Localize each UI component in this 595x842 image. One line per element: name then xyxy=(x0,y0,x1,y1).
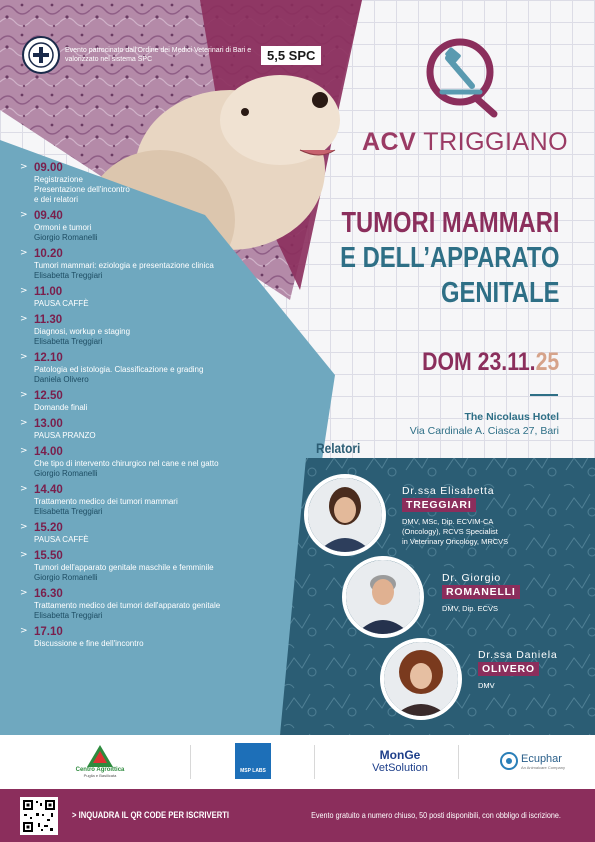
slot-time: 17.10 xyxy=(34,626,63,638)
arrow-icon: > xyxy=(20,162,28,172)
slot-desc: Trattamento medico dei tumori mammari xyxy=(34,497,178,506)
slot-desc: Tumori mammari: eziologia e presentazione clinica xyxy=(34,261,214,270)
schedule-slot xyxy=(20,626,290,649)
speaker-first: Dr.ssa Daniela xyxy=(478,649,558,661)
qr-instruction: > INQUADRA IL QR CODE PER ISCRIVERTI xyxy=(72,810,230,820)
event-date xyxy=(422,348,559,377)
slot-speaker: Giorgio Romanelli xyxy=(34,573,98,582)
speaker-name-treggiari xyxy=(402,485,494,512)
slot-desc: Che tipo di intervento chirurgico nel cane e nel gatto xyxy=(34,459,219,468)
venue-address: Via Cardinale A. Ciasca 27, Bari xyxy=(409,425,559,437)
slot-desc: Trattamento medico dei tumori dell'apparato genitale xyxy=(34,601,221,610)
speaker-name-olivero xyxy=(478,649,557,676)
date-year: 25 xyxy=(535,348,559,376)
schedule-slot xyxy=(20,286,290,309)
slot-speaker: Elisabetta Treggiari xyxy=(34,611,103,620)
speaker-last: OLIVERO xyxy=(478,662,539,676)
speaker-name-romanelli xyxy=(442,572,520,599)
slot-desc: Ormoni e tumori xyxy=(34,223,92,232)
cred-line: DMV, Dip. ECVS xyxy=(442,604,498,613)
slot-speaker: Elisabetta Treggiari xyxy=(34,507,103,516)
sponsor-name: MSP LABS xyxy=(235,743,271,779)
schedule-slot xyxy=(20,162,290,205)
sponsor-sub: VetSolution xyxy=(372,761,428,774)
sponsor-name: Ecuphar xyxy=(520,752,562,765)
schedule-slot xyxy=(20,550,290,583)
slot-speaker: Giorgio Romanelli xyxy=(34,469,98,478)
slot-time: 13.00 xyxy=(34,418,63,430)
badge-text: Evento patrocinato dall'Ordine dei Medici Veterinari di Bari e valorizzato nel sistema SPC xyxy=(65,47,252,63)
slot-desc: Tumori dell'apparato genitale maschile e femminile xyxy=(34,563,214,572)
sponsor-divider xyxy=(458,745,459,779)
schedule-slot xyxy=(20,418,290,441)
schedule xyxy=(20,162,290,654)
slot-time: 09.40 xyxy=(34,210,63,222)
slot-time: 16.30 xyxy=(34,588,63,600)
sponsor-divider xyxy=(314,745,315,779)
slot-time: 15.50 xyxy=(34,550,63,562)
title-line-2: E DELL’APPARATO xyxy=(339,242,559,274)
sponsor-monge xyxy=(360,739,440,783)
sponsor-badge xyxy=(22,36,321,74)
org-location: TRIGGIANO xyxy=(423,128,569,156)
slot-time: 11.30 xyxy=(34,314,63,326)
spc-credits: 5,5 SPC xyxy=(261,46,321,65)
sponsor-name: Centro Agroittica xyxy=(75,766,125,773)
title-line-3: GENITALE xyxy=(440,277,559,309)
arrow-icon: > xyxy=(20,550,28,560)
relatori-label: Relatori xyxy=(316,440,361,456)
registration-note: Evento gratuito a numero chiuso, 50 posti disponibili, con obbligo di iscrizione. xyxy=(311,810,561,820)
footer-bar xyxy=(0,789,595,842)
sponsor-msp xyxy=(235,739,271,783)
slot-desc: PAUSA CAFFÈ xyxy=(34,535,89,544)
speaker-first: Dr.ssa Elisabetta xyxy=(402,485,495,497)
speaker-photo-olivero xyxy=(380,638,462,720)
arrow-icon: > xyxy=(20,484,28,494)
slot-desc: e dei relatori xyxy=(34,195,79,204)
slot-time: 12.10 xyxy=(34,352,63,364)
arrow-icon: > xyxy=(20,522,28,532)
slot-speaker: Giorgio Romanelli xyxy=(34,233,98,242)
cred-line: in Veterinary Oncology, MRCVS xyxy=(402,537,509,546)
speaker-photo-treggiari xyxy=(304,474,386,556)
schedule-slot xyxy=(20,390,290,413)
speaker-last: ROMANELLI xyxy=(442,585,520,599)
sponsor-agroittica xyxy=(60,739,140,783)
slot-speaker: Elisabetta Treggiari xyxy=(34,271,103,280)
slot-desc: Presentazione dell'incontro xyxy=(34,185,130,194)
arrow-icon: > xyxy=(20,352,28,362)
slot-desc: Domande finali xyxy=(34,403,88,412)
arrow-icon: > xyxy=(20,248,28,258)
sponsor-divider xyxy=(190,745,191,779)
ecuphar-logo-icon xyxy=(500,752,518,770)
date-main: DOM 23.11. xyxy=(421,348,536,376)
ordine-seal-icon xyxy=(22,36,60,74)
divider xyxy=(530,394,558,396)
arrow-icon: > xyxy=(20,286,28,296)
speaker-creds-romanelli xyxy=(442,604,498,614)
sponsors-bar xyxy=(0,735,595,789)
arrow-icon: > xyxy=(20,418,28,428)
speaker-creds-olivero xyxy=(478,681,495,691)
schedule-slot xyxy=(20,210,290,243)
slot-time: 14.00 xyxy=(34,446,63,458)
schedule-slot xyxy=(20,588,290,621)
cred-line: (Oncology), RCVS Specialist xyxy=(402,527,498,536)
org-name xyxy=(362,128,568,157)
slot-desc: Registrazione xyxy=(34,175,83,184)
arrow-icon: > xyxy=(20,210,28,220)
slot-desc: Diagnosi, workup e staging xyxy=(34,327,131,336)
slot-time: 12.50 xyxy=(34,390,63,402)
schedule-slot xyxy=(20,522,290,545)
slot-time: 11.00 xyxy=(34,286,63,298)
schedule-slot xyxy=(20,352,290,385)
event-title xyxy=(340,206,559,311)
sponsor-sub: An Animalcare Company xyxy=(520,764,566,770)
schedule-slot xyxy=(20,248,290,281)
cred-line: DMV xyxy=(478,681,495,690)
slot-time: 10.20 xyxy=(34,248,63,260)
slot-desc: PAUSA PRANZO xyxy=(34,431,96,440)
slot-speaker: Daniela Olivero xyxy=(34,375,89,384)
agroittica-logo-icon xyxy=(87,745,113,767)
speaker-photo-romanelli xyxy=(342,556,424,638)
venue xyxy=(410,410,559,438)
sponsor-ecuphar xyxy=(490,739,575,783)
venue-name: The Nicolaus Hotel xyxy=(464,411,559,423)
arrow-icon: > xyxy=(20,314,28,324)
sponsor-sub: Puglia e Basilicata xyxy=(83,772,117,778)
speaker-creds-treggiari xyxy=(402,517,508,547)
slot-time: 09.00 xyxy=(34,162,63,174)
slot-speaker: Elisabetta Treggiari xyxy=(34,337,103,346)
org-prefix: ACV xyxy=(362,128,417,156)
slot-desc: Discussione e fine dell'incontro xyxy=(34,639,144,648)
arrow-icon: > xyxy=(20,390,28,400)
sponsor-name: MonGe xyxy=(379,747,421,762)
schedule-slot xyxy=(20,484,290,517)
slot-time: 14.40 xyxy=(34,484,63,496)
arrow-icon: > xyxy=(20,446,28,456)
schedule-slot xyxy=(20,314,290,347)
cred-line: DMV, MSc, Dip. ECVIM-CA xyxy=(402,517,494,526)
arrow-icon: > xyxy=(20,626,28,636)
arrow-icon: > xyxy=(20,588,28,598)
title-line-1: TUMORI MAMMARI xyxy=(341,207,559,239)
schedule-slot xyxy=(20,446,290,479)
speaker-first: Dr. Giorgio xyxy=(442,572,501,584)
speaker-last: TREGGIARI xyxy=(402,498,476,512)
slot-desc: PAUSA CAFFÈ xyxy=(34,299,89,308)
acv-logo-icon xyxy=(418,28,510,120)
qr-code[interactable] xyxy=(20,797,58,835)
slot-desc: Patologia ed istologia. Classificazione e grading xyxy=(34,365,204,374)
slot-time: 15.20 xyxy=(34,522,63,534)
